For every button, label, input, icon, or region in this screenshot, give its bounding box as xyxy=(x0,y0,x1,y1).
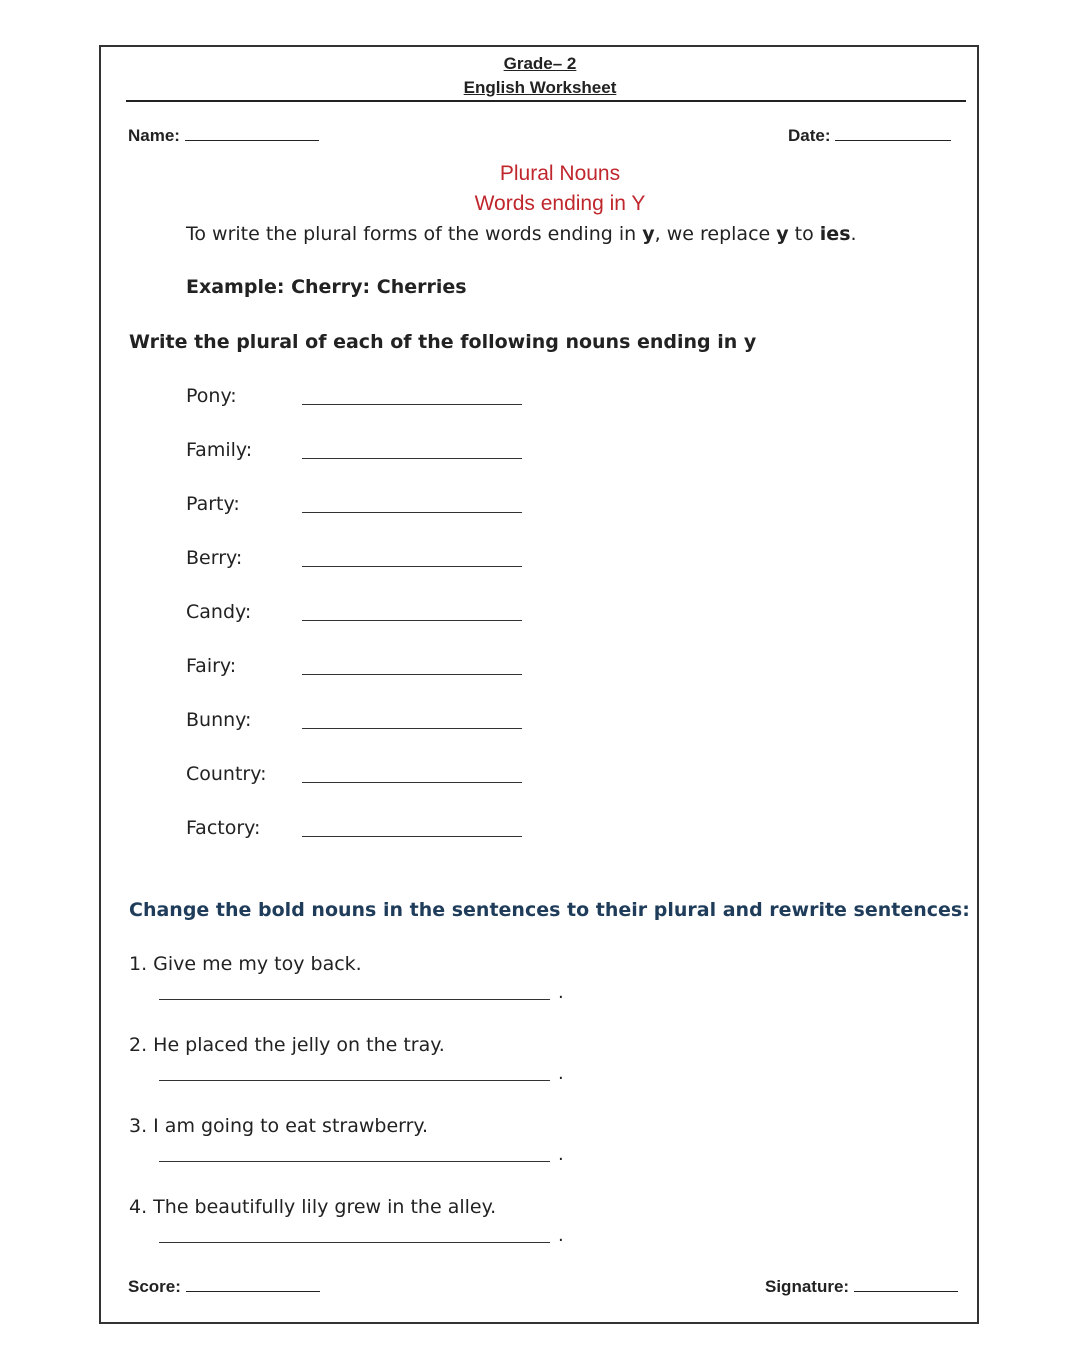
word-label-country: Country: xyxy=(186,763,267,785)
section1-instruction: Write the plural of each of the following nouns ending in y xyxy=(129,331,757,353)
rule-text-y: y xyxy=(642,223,655,245)
answer-line-bunny[interactable] xyxy=(302,728,522,729)
sentence-2: 2. He placed the jelly on the tray. xyxy=(129,1034,445,1056)
score-label: Score: xyxy=(128,1277,181,1296)
title-line-1: Plural Nouns xyxy=(499,162,621,185)
date-label: Date: xyxy=(788,126,831,145)
signature-blank[interactable] xyxy=(854,1290,958,1292)
answer-line-country[interactable] xyxy=(302,782,522,783)
word-label-family: Family: xyxy=(186,439,253,461)
word-label-bunny: Bunny: xyxy=(186,709,252,731)
section2-instruction: Change the bold nouns in the sentences to their plural and rewrite sentences: xyxy=(129,899,970,921)
answer-line-family[interactable] xyxy=(302,458,522,459)
rule-text-end: . xyxy=(850,223,857,245)
end-mark-2: . xyxy=(558,1063,564,1084)
sentence-1: 1. Give me my toy back. xyxy=(129,953,362,975)
rewrite-line-2[interactable] xyxy=(159,1080,550,1081)
rule-text xyxy=(186,223,857,245)
rewrite-line-4[interactable] xyxy=(159,1242,550,1243)
rule-text-part: , we replace xyxy=(654,223,777,245)
example-text: Example: Cherry: Cherries xyxy=(186,276,467,298)
date-blank[interactable] xyxy=(835,139,951,141)
date-field xyxy=(788,126,951,146)
word-label-fairy: Fairy: xyxy=(186,655,237,677)
end-mark-3: . xyxy=(558,1144,564,1165)
rule-text-ies: ies xyxy=(819,223,851,245)
score-blank[interactable] xyxy=(186,1290,320,1292)
end-mark-4: . xyxy=(558,1225,564,1246)
signature-field xyxy=(765,1277,958,1297)
title-line-2: Words ending in Y xyxy=(474,192,646,215)
rule-text-y: y xyxy=(776,223,789,245)
end-mark-1: . xyxy=(558,982,564,1003)
grade-heading: Grade– 2 xyxy=(503,54,577,73)
rule-text-part: to xyxy=(788,223,820,245)
answer-line-berry[interactable] xyxy=(302,566,522,567)
header-rule xyxy=(126,100,966,102)
rewrite-line-3[interactable] xyxy=(159,1161,550,1162)
score-field xyxy=(128,1277,320,1297)
subject-heading: English Worksheet xyxy=(463,78,617,97)
sentence-4: 4. The beautifully lily grew in the alley. xyxy=(129,1196,497,1218)
name-label: Name: xyxy=(128,126,180,145)
word-label-party: Party: xyxy=(186,493,240,515)
name-field xyxy=(128,126,319,146)
word-label-berry: Berry: xyxy=(186,547,243,569)
answer-line-pony[interactable] xyxy=(302,404,522,405)
answer-line-party[interactable] xyxy=(302,512,522,513)
answer-line-candy[interactable] xyxy=(302,620,522,621)
word-label-factory: Factory: xyxy=(186,817,261,839)
word-label-pony: Pony: xyxy=(186,385,237,407)
word-label-candy: Candy: xyxy=(186,601,252,623)
sentence-3: 3. I am going to eat strawberry. xyxy=(129,1115,428,1137)
answer-line-factory[interactable] xyxy=(302,836,522,837)
answer-line-fairy[interactable] xyxy=(302,674,522,675)
name-blank[interactable] xyxy=(185,139,319,141)
rewrite-line-1[interactable] xyxy=(159,999,550,1000)
signature-label: Signature: xyxy=(765,1277,850,1296)
rule-text-part: To write the plural forms of the words ending in xyxy=(186,223,643,245)
